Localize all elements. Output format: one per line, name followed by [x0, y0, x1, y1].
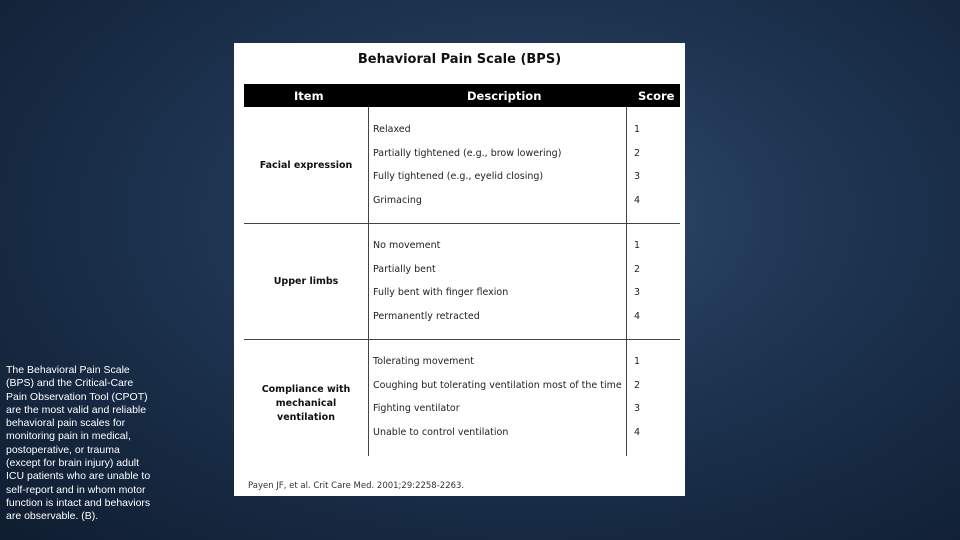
- table-row-description: Grimacing: [373, 195, 422, 206]
- column-divider: [626, 107, 627, 456]
- table-row-description: Partially tightened (e.g., brow lowering): [373, 148, 562, 159]
- group-item-compliance-ventilation: [248, 383, 364, 425]
- header-score: Score: [638, 89, 675, 103]
- table-row-score: 4: [634, 311, 641, 322]
- table-row-description: Tolerating movement: [373, 356, 475, 367]
- bps-table-image: [234, 43, 685, 496]
- group-item-facial-expression: Facial expression: [259, 160, 353, 171]
- table-row-description: Partially bent: [373, 264, 436, 275]
- table-row-description: No movement: [373, 240, 441, 251]
- table-row-score: 2: [634, 380, 641, 391]
- table-row-score: 3: [634, 287, 641, 298]
- table-row-score: 1: [634, 124, 641, 135]
- table-row-description: Permanently retracted: [373, 311, 480, 322]
- table-row-score: 1: [634, 356, 641, 367]
- row-divider: [244, 339, 680, 340]
- table-header-row: [244, 84, 680, 107]
- table-row-description: Coughing but tolerating ventilation most of the time: [373, 380, 622, 391]
- table-row-description: Fully bent with finger flexion: [373, 287, 509, 298]
- column-divider: [368, 107, 369, 456]
- table-row-score: 3: [634, 403, 641, 414]
- table-row-score: 3: [634, 171, 641, 182]
- table-row-score: 1: [634, 240, 641, 251]
- header-item: Item: [294, 89, 324, 103]
- table-row-description: Fully tightened (e.g., eyelid closing): [373, 171, 544, 182]
- table-row-description: Relaxed: [373, 124, 411, 135]
- group-item-line: mechanical ventilation: [275, 398, 337, 423]
- table-row-description: Unable to control ventilation: [373, 427, 509, 438]
- table-title: Behavioral Pain Scale (BPS): [357, 52, 562, 67]
- table-row-score: 2: [634, 148, 641, 159]
- header-description: Description: [467, 89, 542, 103]
- group-item-line: Compliance with: [261, 384, 351, 395]
- table-row-score: 4: [634, 195, 641, 206]
- slide-caption: The Behavioral Pain Scale (BPS) and the Critical-Care Pain Observation Tool (CPOT) are the most valid and reliable behavioral pain scales for monitoring pain in medical, postoperative, or trauma (except for brain injury) adult ICU patients who are unable to self-report and in whom motor function is intact and behaviors are observable. (B).: [6, 364, 151, 523]
- row-divider: [244, 223, 680, 224]
- table-row-score: 2: [634, 264, 641, 275]
- table-row-description: Fighting ventilator: [373, 403, 460, 414]
- citation-reference: Payen JF, et al. Crit Care Med. 2001;29:2258-2263.: [248, 481, 465, 491]
- group-item-upper-limbs: Upper limbs: [273, 276, 339, 287]
- table-row-score: 4: [634, 427, 641, 438]
